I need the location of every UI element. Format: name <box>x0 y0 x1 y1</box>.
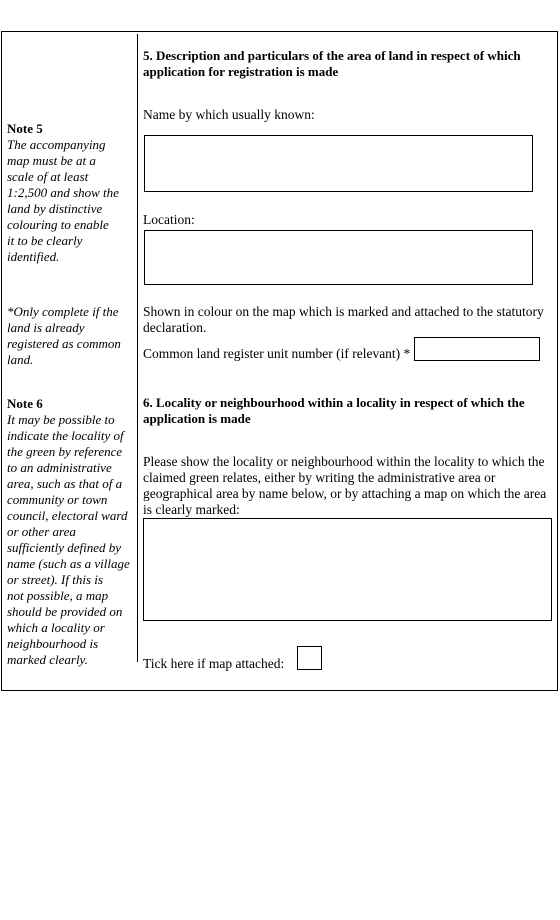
note6-line: council, electoral ward <box>7 508 128 523</box>
note5-line: The accompanying <box>7 137 106 152</box>
section5-heading-line: application for registration is made <box>143 64 339 79</box>
common-land-note <box>7 304 121 368</box>
location-label: Location: <box>143 212 195 227</box>
note6-line: community or town <box>7 492 108 507</box>
note6-line: name (such as a village <box>7 556 130 571</box>
note5-line: identified. <box>7 249 60 264</box>
name-field[interactable] <box>144 135 533 192</box>
locality-field[interactable] <box>143 518 552 621</box>
note6-line: the green by reference <box>7 444 123 459</box>
common-note-line: land is already <box>7 320 85 335</box>
section5-heading-line: 5. Description and particulars of the area of land in respect of which <box>143 48 521 63</box>
location-field[interactable] <box>144 230 533 285</box>
note6-line: which a locality or <box>7 620 105 635</box>
note6-line: It may be possible to <box>7 412 115 427</box>
note6-line: sufficiently defined by <box>7 540 122 555</box>
note6-line: or street). If this is <box>7 572 103 587</box>
section5-heading <box>143 48 521 80</box>
instruction-line: geographical area by name below, or by attaching a map on which the area <box>143 486 547 501</box>
note6-line: should be provided on <box>7 604 123 619</box>
note5-line: 1:2,500 and show the <box>7 185 119 200</box>
note6-line: neighbourhood is <box>7 636 99 651</box>
section6-heading <box>143 395 525 427</box>
note6-line: area, such as that of a <box>7 476 123 491</box>
note5-line: it to be clearly <box>7 233 83 248</box>
note6-line: not possible, a map <box>7 588 109 603</box>
note6-title: Note 6 <box>7 396 43 411</box>
note5-line: scale of at least <box>7 169 89 184</box>
map-attached-label: Tick here if map attached: <box>143 656 285 671</box>
note6-line: marked clearly. <box>7 652 88 667</box>
unit-number-field[interactable] <box>414 337 540 361</box>
instruction-line: claimed green relates, either by writing the administrative area or <box>143 470 496 485</box>
note6-line: indicate the locality of <box>7 428 124 443</box>
instruction-line: is clearly marked: <box>143 502 240 517</box>
map-attached-checkbox[interactable] <box>297 646 322 670</box>
note5-line: colouring to enable <box>7 217 109 232</box>
shown-line: declaration. <box>143 320 207 335</box>
note5-line: map must be at a <box>7 153 96 168</box>
note6-line: or other area <box>7 524 76 539</box>
common-note-line: land. <box>7 352 34 367</box>
section6-heading-line: application is made <box>143 411 251 426</box>
column-divider <box>137 34 138 662</box>
note5-line: land by distinctive <box>7 201 103 216</box>
instruction-line: Please show the locality or neighbourhood within the locality to which the <box>143 454 545 469</box>
note5-body <box>7 137 119 265</box>
common-note-line: *Only complete if the <box>7 304 119 319</box>
common-note-line: registered as common <box>7 336 121 351</box>
unit-number-label: Common land register unit number (if relevant) * <box>143 346 411 361</box>
note6-line: to an administrative <box>7 460 112 475</box>
note6-body <box>7 412 130 668</box>
section6-heading-line: 6. Locality or neighbourhood within a locality in respect of which the <box>143 395 525 410</box>
note5-title: Note 5 <box>7 121 43 136</box>
name-label: Name by which usually known: <box>143 107 315 122</box>
section6-instructions <box>143 454 546 518</box>
shown-line: Shown in colour on the map which is marked and attached to the statutory <box>143 304 544 319</box>
shown-on-map-text <box>143 304 544 336</box>
